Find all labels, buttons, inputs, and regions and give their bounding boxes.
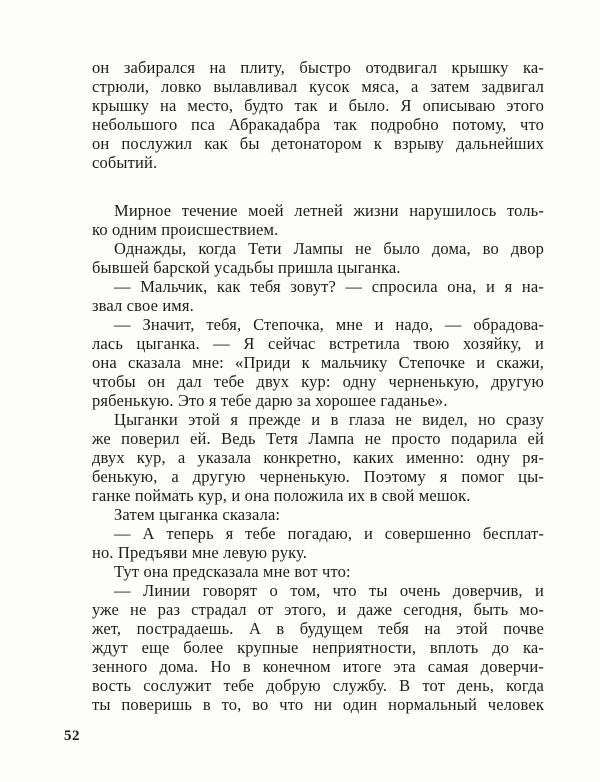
page-number: 52 [64, 728, 80, 744]
text-line: звал свое имя. [92, 296, 194, 315]
text-line: ты поверишь в то, во что ни один нормальный человек [92, 695, 544, 714]
text-line: ждут еще более крупные неприятности, вплоть до ка- [92, 638, 544, 657]
text-line: ко одним происшествием. [92, 220, 279, 239]
text-line: вость сослужит тебе добрую службу. В тот день, когда [92, 676, 544, 695]
text-line: Однажды, когда Тети Лампы не было дома, во двор [114, 239, 544, 258]
text-line: бывшей барской усадьбы пришла цыганка. [92, 258, 401, 277]
text-line: крышку на место, будто так и было. Я описываю этого [92, 96, 544, 115]
paragraph-continued [92, 58, 544, 172]
text-line: чтобы он дал тебе двух кур: одну черненькую, другую [92, 372, 544, 391]
text-line: жет, пострадаешь. А в будущем тебя на этой почве [92, 619, 544, 638]
text-line: — Значит, тебя, Степочка, мне и надо, — обрадова- [114, 315, 544, 334]
text-line: зенного дома. Но в конечном итоге эта самая доверчи- [92, 657, 544, 676]
text-line: она сказала мне: «Приди к мальчику Степочке и скажи, [92, 353, 544, 372]
text-line: двух кур, а указала конкретно, каких именно: одну ря- [92, 448, 544, 467]
text-line: бенькую, а другую черненькую. Поэтому я помог цы- [92, 467, 544, 486]
text-line: лась цыганка. — Я сейчас встретила твою хозяйку, и [92, 334, 544, 353]
text-line: же поверил ей. Ведь Тетя Лампа не просто подарила ей [92, 429, 544, 448]
text-line: стрюли, ловко вылавливал кусок мяса, а затем задвигал [92, 77, 544, 96]
text-line: он забирался на плиту, быстро отодвигал крышку ка- [92, 58, 544, 77]
main-text [92, 201, 544, 714]
text-line: Мирное течение моей летней жизни нарушилось толь- [114, 201, 544, 220]
text-line: он послужил как бы детонатором к взрыву дальнейших [92, 134, 544, 153]
text-line: небольшого пса Абракадабра так подробно потому, что [92, 115, 544, 134]
text-line: уже не раз страдал от этого, и даже сегодня, быть мо- [92, 600, 544, 619]
text-line: — А теперь я тебе погадаю, и совершенно бесплат- [114, 524, 544, 543]
text-line: Затем цыганка сказала: [114, 505, 281, 524]
text-line: рябенькую. Это я тебе дарю за хорошее гаданье». [92, 391, 448, 410]
text-line: но. Предъяви мне левую руку. [92, 543, 308, 562]
text-line: Тут она предсказала мне вот что: [114, 562, 351, 581]
text-line: событий. [92, 153, 158, 172]
text-line: Цыганки этой я прежде и в глаза не видел, но сразу [114, 410, 544, 429]
text-line: — Линии говорят о том, что ты очень доверчив, и [114, 581, 544, 600]
text-line: ганке поймать кур, и она положила их в свой мешок. [92, 486, 471, 505]
text-line: — Мальчик, как тебя зовут? — спросила она, и я на- [114, 277, 544, 296]
